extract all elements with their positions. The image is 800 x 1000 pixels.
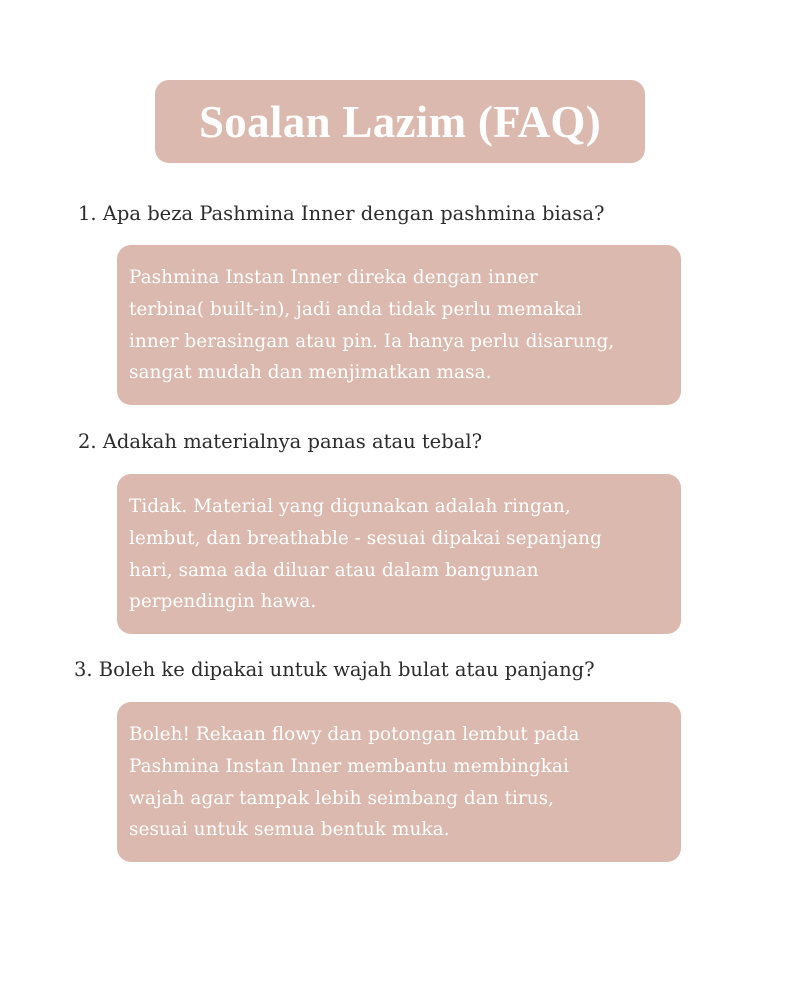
faq-question-3: 3. Boleh ke dipakai untuk wajah bulat atau panjang? [74, 658, 595, 681]
faq-answer-1: Pashmina Instan Inner direka dengan inner terbina( built-in), jadi anda tidak perlu memakai inner berasingan atau pin. Ia hanya perlu disarung, sangat mudah dan menjimatkan masa. [129, 267, 615, 384]
faq-question-1: 1. Apa beza Pashmina Inner dengan pashmina biasa? [78, 202, 605, 225]
faq-answer-box-3 [117, 702, 681, 862]
faq-answer-2: Tidak. Material yang digunakan adalah ringan, lembut, dan breathable - sesuai dipakai sepanjang hari, sama ada diluar atau dalam bangunan perpendingin hawa. [129, 496, 602, 613]
faq-answer-3: Boleh! Rekaan flowy dan potongan lembut pada Pashmina Instan Inner membantu membingkai wajah agar tampak lebih seimbang dan tirus, sesuai untuk semua bentuk muka. [129, 724, 580, 841]
faq-answer-box-1 [117, 245, 681, 405]
faq-question-2: 2. Adakah materialnya panas atau tebal? [78, 430, 483, 453]
title-banner [155, 80, 645, 163]
page-title: Soalan Lazim (FAQ) [198, 96, 602, 147]
faq-answer-box-2 [117, 474, 681, 634]
